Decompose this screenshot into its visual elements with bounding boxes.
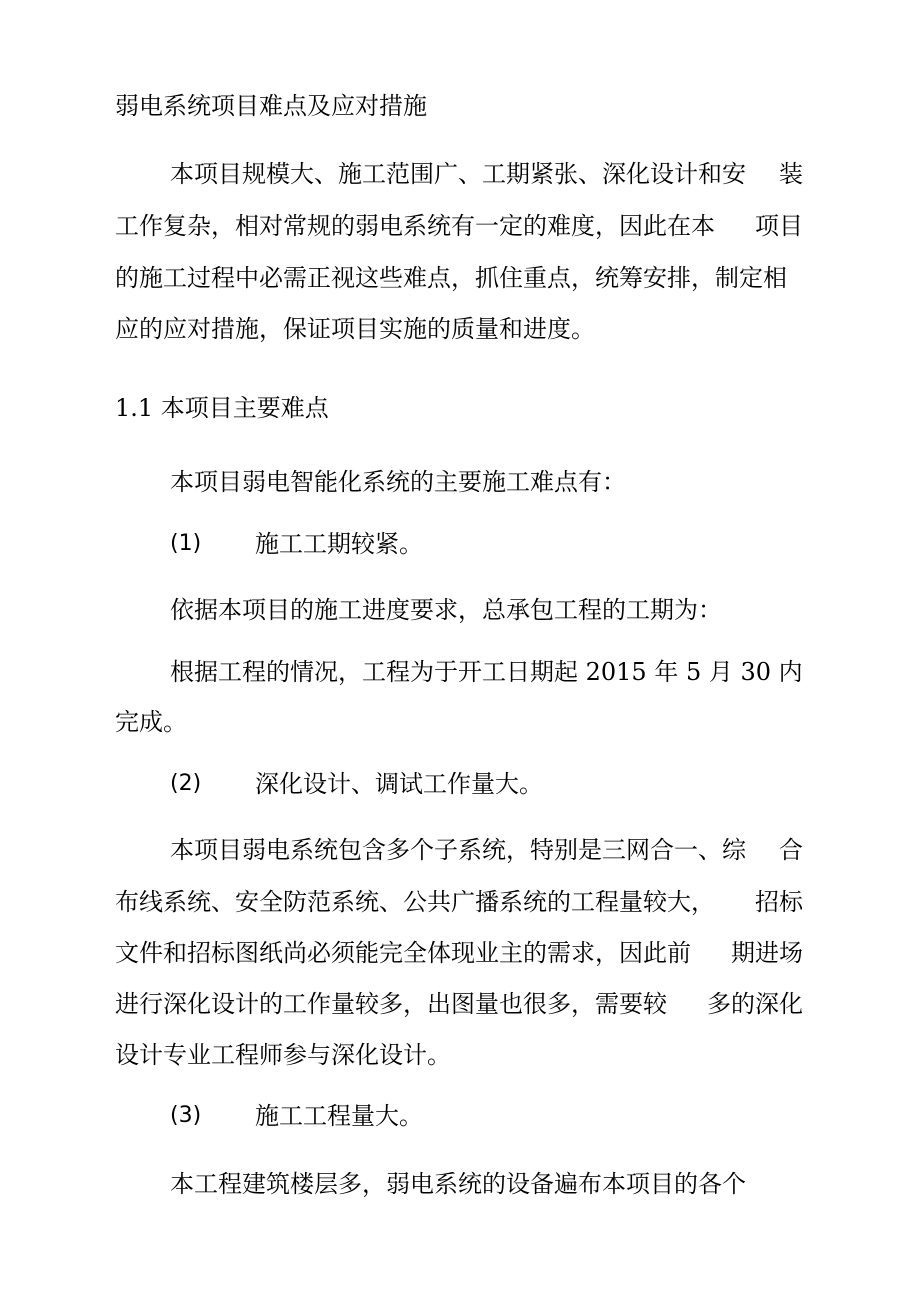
item-number: (3)	[170, 1103, 202, 1128]
section-lead: 本项目弱电智能化系统的主要施工难点有：	[170, 468, 626, 496]
item-title: 施工工期较紧。	[255, 530, 423, 558]
paragraph-line	[115, 988, 803, 1020]
text-segment: 文件和招标图纸尚必须能完全体现业主的需求，因此前	[115, 939, 691, 967]
intro-line-1	[170, 158, 803, 190]
item-number: (1)	[170, 531, 202, 556]
text-segment: 布线系统、安全防范系统、公共广播系统的工程量较大，	[115, 888, 715, 916]
text-segment: 工作复杂，相对常规的弱电系统有一定的难度，因此在本	[115, 212, 715, 240]
paragraph-line	[115, 937, 803, 969]
text-segment: 装	[779, 160, 803, 188]
paragraph-line: 根据工程的情况，工程为于开工日期起 2015 年 5 月 30 内	[170, 658, 803, 686]
paragraph-line: 完成。	[115, 708, 187, 736]
page-title: 弱电系统项目难点及应对措施	[115, 92, 427, 120]
item-number: (2)	[170, 771, 202, 796]
text-segment: 本项目弱电系统包含多个子系统，特别是三网合一、综	[170, 836, 746, 864]
intro-line-2	[115, 210, 803, 242]
text-segment: 合	[779, 836, 803, 864]
section-heading: 1.1 本项目主要难点	[115, 394, 329, 422]
paragraph-line: 设计专业工程师参与深化设计。	[115, 1041, 451, 1069]
text-segment: 进行深化设计的工作量较多，出图量也很多，需要较	[115, 990, 667, 1018]
text-segment: 本项目规模大、施工范围广、工期紧张、深化设计和安	[170, 160, 746, 188]
text-segment: 项目	[755, 212, 803, 240]
item-title: 施工工程量大。	[255, 1102, 423, 1130]
text-segment: 招标	[755, 888, 803, 916]
paragraph-line: 本工程建筑楼层多，弱电系统的设备遍布本项目的各个	[170, 1170, 746, 1198]
item-title: 深化设计、调试工作量大。	[255, 770, 543, 798]
text-segment: 期进场	[731, 939, 803, 967]
paragraph-line	[170, 834, 803, 866]
paragraph-line: 依据本项目的施工进度要求，总承包工程的工期为：	[170, 596, 722, 624]
intro-line-4: 应的应对措施，保证项目实施的质量和进度。	[115, 315, 595, 343]
intro-line-3	[115, 262, 803, 294]
paragraph-line	[115, 886, 803, 918]
text-segment: 多的深化	[707, 990, 803, 1018]
text-segment: 的施工过程中必需正视这些难点，抓住重点，统筹安排，制定相	[115, 264, 787, 292]
